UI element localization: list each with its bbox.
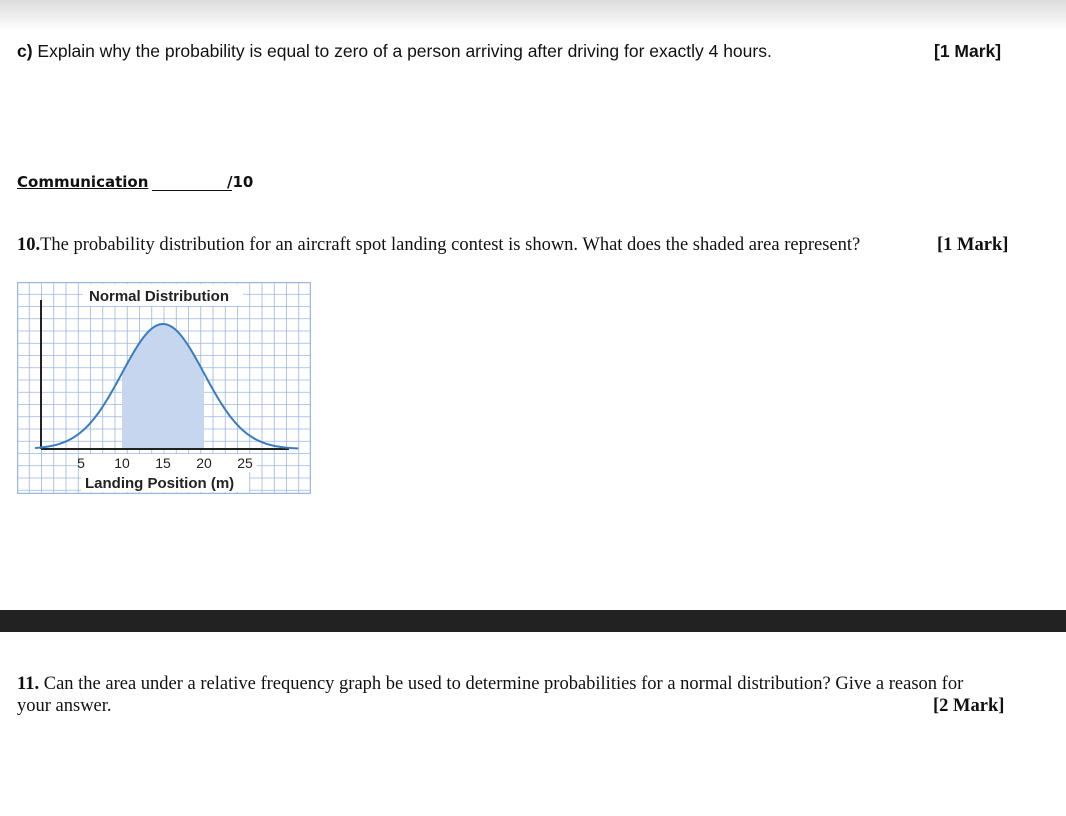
x-axis-label: Landing Position (m) xyxy=(85,475,235,492)
x-tick-label: 20 xyxy=(196,455,212,471)
question-10-text: The probability distribution for an aircraft spot landing contest is shown. What does the shaded area represent? xyxy=(40,235,861,255)
question-11-number: 11. xyxy=(17,674,40,694)
normal-distribution-chart xyxy=(17,282,311,494)
question-10 xyxy=(17,235,1027,256)
question-c-marks: [1 Mark] xyxy=(934,41,1002,61)
communication-total: /10 xyxy=(227,173,254,191)
question-c xyxy=(17,41,1017,62)
question-c-label: c) xyxy=(17,41,33,61)
top-shade xyxy=(0,0,1066,30)
question-11-text: Can the area under a relative frequency graph be used to determine probabilities for a normal distribution? Give a reason for xyxy=(39,674,964,694)
x-tick-label: 5 xyxy=(77,455,85,471)
question-10-marks: [1 Mark] xyxy=(937,235,1009,255)
x-tick-label: 10 xyxy=(114,455,130,471)
question-11-text-line2: your answer. xyxy=(17,696,112,716)
communication-label: Communication xyxy=(17,173,149,191)
section-divider xyxy=(0,610,1066,632)
x-tick-label: 25 xyxy=(237,455,253,471)
chart-svg xyxy=(17,282,311,494)
communication-blank-line xyxy=(152,190,232,191)
communication-score xyxy=(17,173,257,191)
question-11-marks: [2 Mark] xyxy=(933,696,1005,716)
chart-title: Normal Distribution xyxy=(89,288,230,305)
question-10-number: 10. xyxy=(17,235,41,255)
x-tick-label: 15 xyxy=(155,455,171,471)
question-11 xyxy=(17,673,1037,717)
question-c-text: Explain why the probability is equal to zero of a person arriving after driving for exactly 4 hours. xyxy=(32,41,772,61)
